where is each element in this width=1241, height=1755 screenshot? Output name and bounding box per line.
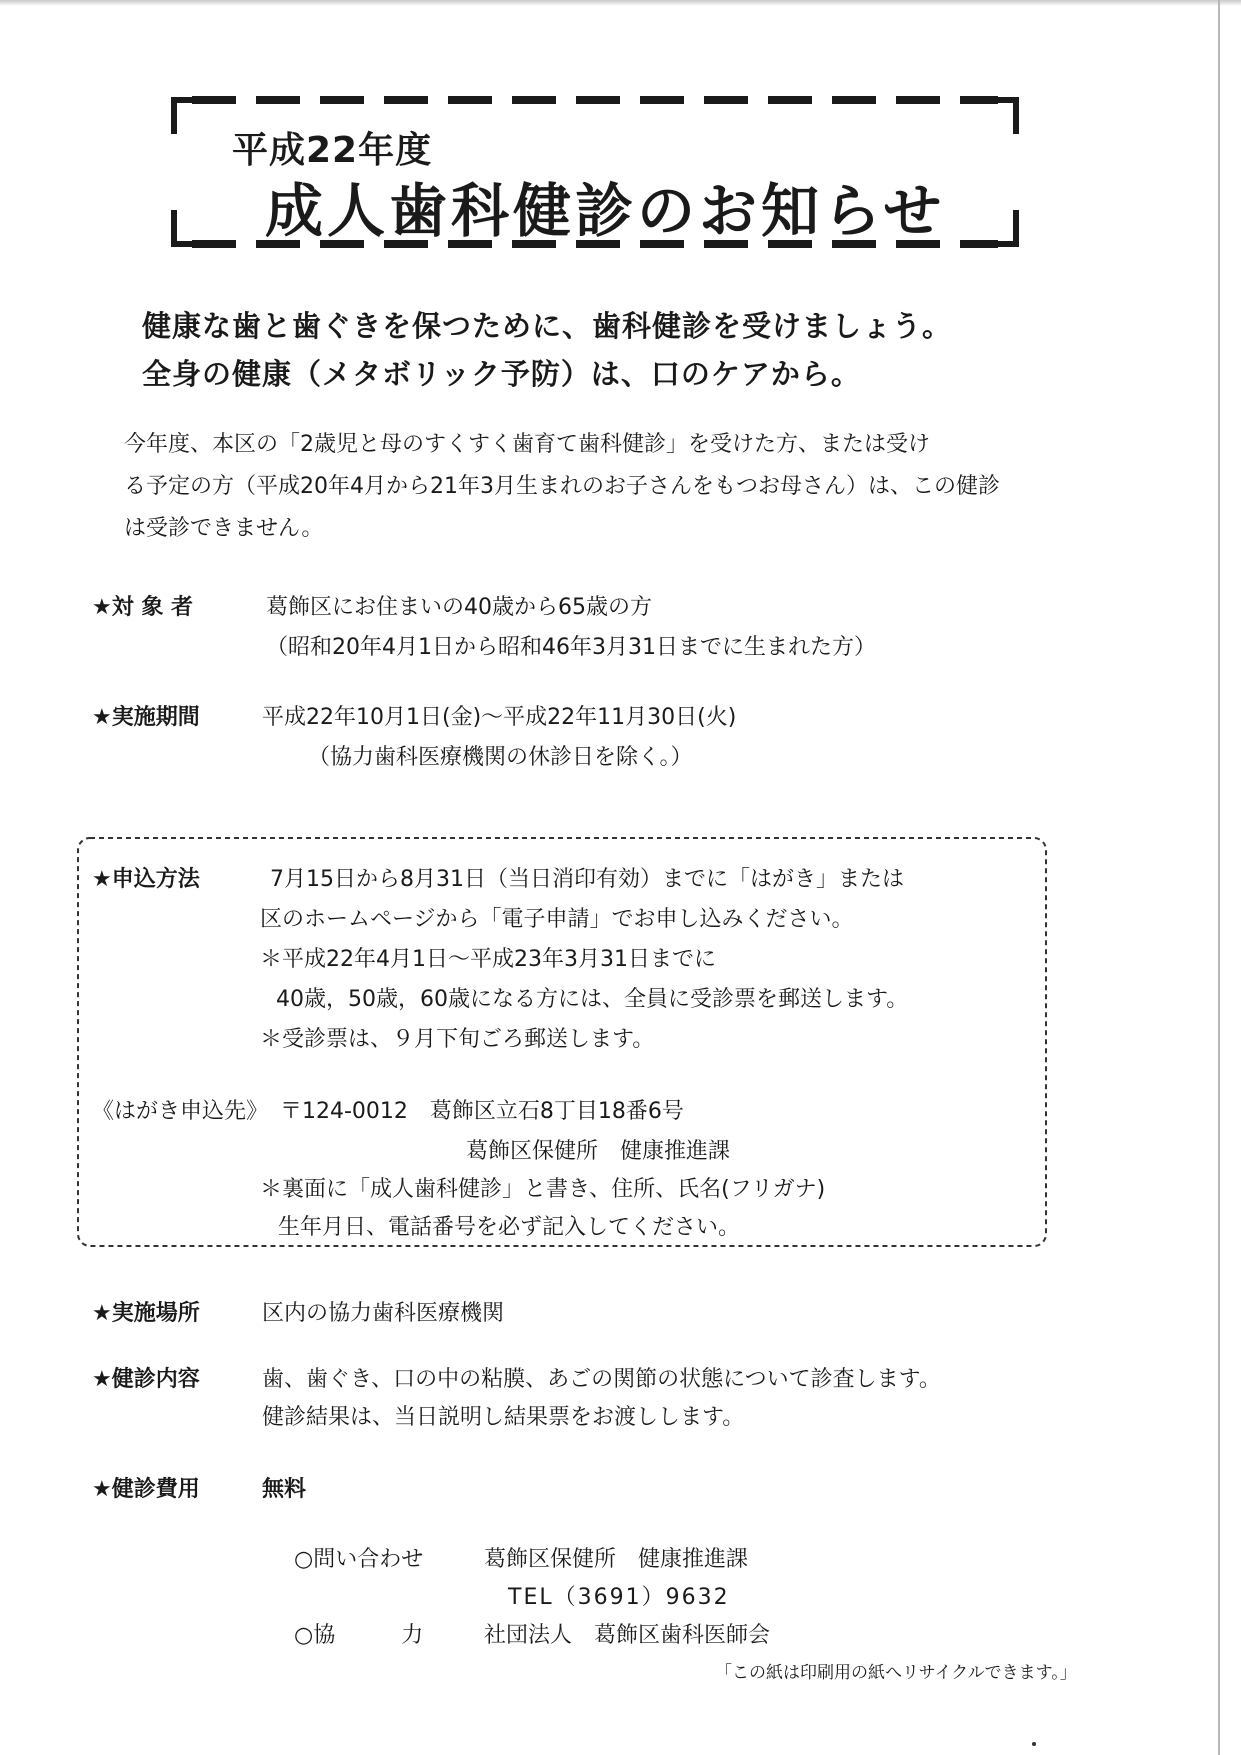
- intro-paragraph: [124, 424, 1074, 550]
- period-line-2: （協力歯科医療機関の休診日を除く。）: [308, 745, 693, 770]
- apply-line-3: ＊平成22年4月1日～平成23年3月31日までに: [260, 947, 716, 972]
- intro-line-1: 今年度、本区の「2歳児と母のすくすく歯育て歯科健診」を受けた方、または受け: [124, 432, 930, 457]
- apply-line-5: ＊受診票は、９月下旬ごろ郵送します。: [260, 1027, 655, 1052]
- postcard-label: 《はがき申込先》: [92, 1099, 269, 1124]
- headline-line-2: 全身の健康（メタボリック予防）は、口のケアから。: [142, 357, 861, 391]
- headline-line-1: 健康な歯と歯ぐきを保つために、歯科健診を受けましょう。: [142, 309, 953, 343]
- content-line-2: 健診結果は、当日説明し結果票をお渡しします。: [262, 1405, 745, 1430]
- postcard-note-2: 生年月日、電話番号を必ず記入してください。: [278, 1215, 741, 1240]
- inquiry-dept: 葛飾区保健所 健康推進課: [484, 1547, 749, 1572]
- apply-label: ★申込方法: [92, 867, 200, 892]
- recycle-note: 「この紙は印刷用の紙へリサイクルできます。」: [715, 1663, 1077, 1683]
- postcard-dept: 葛飾区保健所 健康推進課: [466, 1139, 731, 1164]
- apply-line-2: 区のホームページから「電子申請」でお申し込みください。: [260, 907, 854, 932]
- venue-text: 区内の協力歯科医療機関: [262, 1301, 505, 1326]
- scan-edge-top: [0, 0, 1241, 6]
- intro-line-3: は受診できません。: [124, 516, 324, 541]
- scan-edge-right: [1218, 0, 1220, 1755]
- scan-dot: [1032, 1742, 1036, 1746]
- title-box: [170, 92, 1020, 252]
- content-line-1: 歯、歯ぐき、口の中の粘膜、あごの関節の状態について診査します。: [262, 1367, 941, 1392]
- target-line-1: 葛飾区にお住まいの40歳から65歳の方: [266, 595, 652, 620]
- content-label: ★健診内容: [92, 1367, 200, 1392]
- apply-line-1: 7月15日から8月31日（当日消印有効）までに「はがき」または: [270, 867, 904, 892]
- venue-label: ★実施場所: [92, 1301, 200, 1326]
- inquiry-tel: TEL（3691）9632: [508, 1585, 730, 1610]
- postcard-address: 〒124-0012 葛飾区立石8丁目18番6号: [280, 1099, 684, 1124]
- coop-org: 社団法人 葛飾区歯科医師会: [484, 1623, 771, 1648]
- postcard-note-1: ＊裏面に「成人歯科健診」と書き、住所、氏名(フリガナ): [260, 1177, 826, 1202]
- inquiry-label: ○問い合わせ: [294, 1547, 424, 1572]
- fee-label: ★健診費用: [92, 1477, 200, 1502]
- apply-line-4: 40歳，50歳，60歳になる方には、全員に受診票を郵送します。: [276, 987, 909, 1012]
- coop-label: ○協 力: [294, 1623, 424, 1648]
- target-label: ★対 象 者: [92, 595, 194, 620]
- intro-line-2: る予定の方（平成20年4月から21年3月生まれのお子さんをもつお母さん）は、この健診: [124, 474, 1000, 499]
- period-line-1: 平成22年10月1日(金)～平成22年11月30日(火): [262, 705, 737, 730]
- target-line-2: （昭和20年4月1日から昭和46年3月31日までに生まれた方）: [266, 635, 876, 660]
- fee-text: 無料: [262, 1477, 307, 1502]
- title-year: 平成22年度: [232, 130, 433, 171]
- page-title: 成人歯科健診のお知らせ: [265, 177, 946, 245]
- period-label: ★実施期間: [92, 705, 200, 730]
